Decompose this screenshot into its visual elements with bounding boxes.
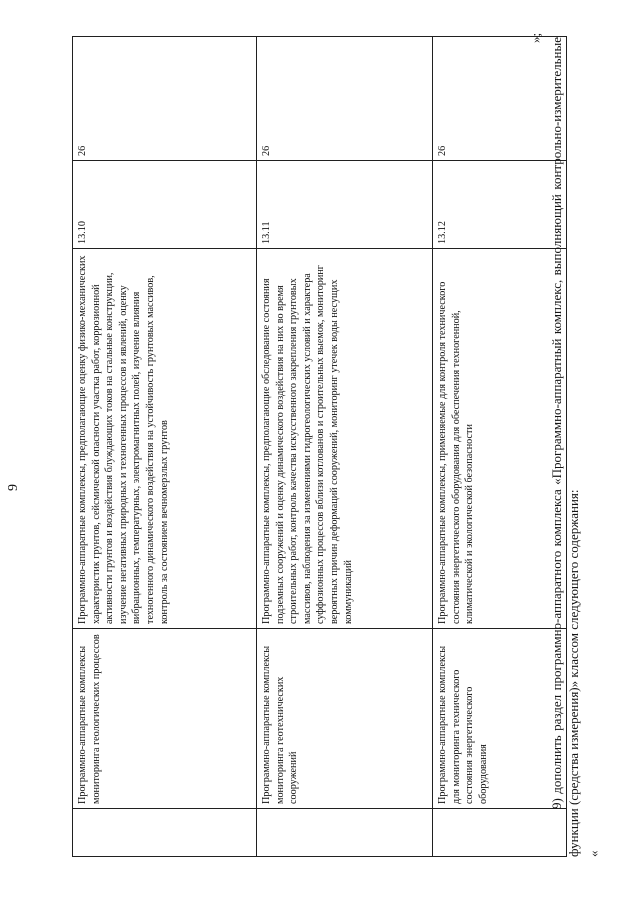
- amendment-paragraph: [548, 37, 582, 857]
- table-cell-code: 13.10: [73, 161, 257, 249]
- table-cell-empty: [73, 809, 257, 857]
- table-cell-empty: [257, 809, 433, 857]
- closing-quote: »;: [528, 32, 543, 43]
- paragraph-text: 9) дополнить раздел программно-аппаратного комплекса «Программно-аппаратный комплекс, выполняющий контрольно-измерительные функции (средства измерения)» классом следующего содержания:: [549, 37, 581, 857]
- page-number: 9: [6, 484, 21, 491]
- table-cell-code: 13.11: [257, 161, 433, 249]
- classification-table: [72, 36, 567, 857]
- table-cell-number: 26: [433, 37, 567, 161]
- table-cell-number: 26: [257, 37, 433, 161]
- table-cell-empty: [433, 809, 567, 857]
- table-cell-name: Программно-аппаратные комплексы мониторинга геологических процессов: [73, 629, 257, 809]
- table-cell-code: 13.12: [433, 161, 567, 249]
- table-cell-description: Программно-аппаратные комплексы, предполагающие обследование состояния подземных сооружений и оценку динамического воздействия на них во время строительных работ, контроль качества искусственного закрепления грунтовых массивов, наблюдения за изменениями гидрогеологических условий и характера суффозионных процессов вблизи котлованов и строительных выемок, мониторинг вероятных причин деформаций сооружений, мониторинг утечек воды несущих коммуникаций: [257, 249, 433, 629]
- table-row: [433, 37, 567, 857]
- table-cell-name: Программно-аппаратные комплексы для мониторинга технического состояния энергетического оборудования: [433, 629, 567, 809]
- table-cell-description: Программно-аппаратные комплексы, применяемые для контроля технического состояния энергетического оборудования для обеспечения техногенной, климатической и экологической безопасности: [433, 249, 567, 629]
- table-row: [73, 37, 257, 857]
- table-cell-description: Программно-аппаратные комплексы, предполагающие оценку физико-механических характеристик грунтов, сейсмической опасности участка работ, коррозионной активности грунтов и воздействия блуждающих токов на стальные конструкции, изучение негативных природных и техногенных процессов и явлений, оценку вибрационных, температурных, электромагнитных полей, изучение влияния техногенного динамического воздействия на устойчивость грунтовых массивов, контроль за состоянием вечномерзлых грунтов: [73, 249, 257, 629]
- table-cell-number: 26: [73, 37, 257, 161]
- table-cell-name: Программно-аппаратные комплексы мониторинга геотехнических сооружений: [257, 629, 433, 809]
- table-row: [257, 37, 433, 857]
- opening-quote: «: [586, 850, 601, 857]
